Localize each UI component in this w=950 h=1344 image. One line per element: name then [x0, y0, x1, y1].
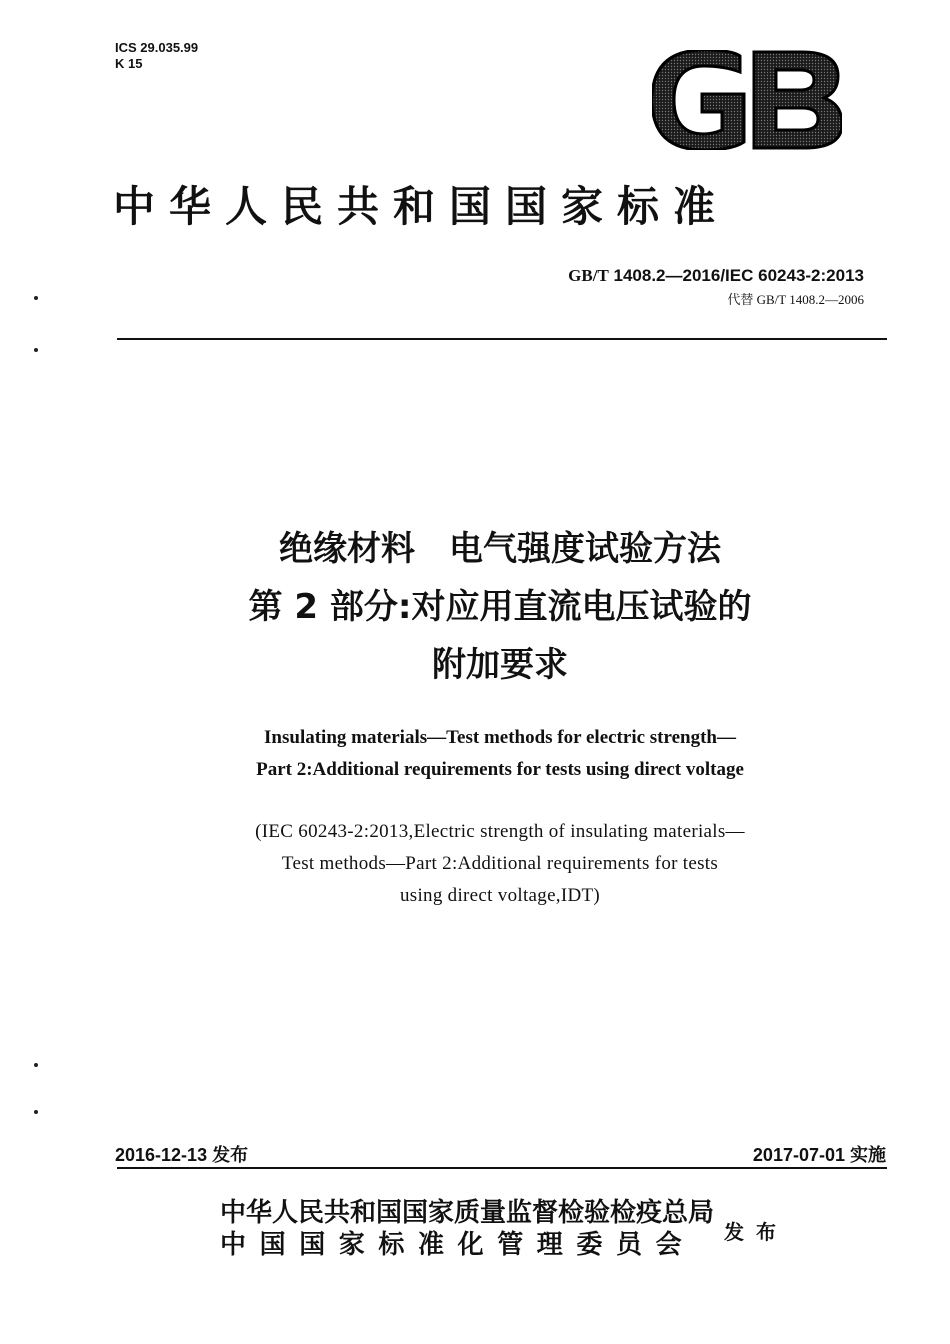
chinese-title-line: 第 2 部分:对应用直流电压试验的 — [248, 587, 752, 627]
implementation-date: 2017-07-01 实施 — [752, 1145, 886, 1165]
publisher-sac: 中国国家标准化管理委员会 — [220, 1230, 696, 1260]
chinese-title — [0, 520, 950, 694]
english-title-line: Insulating materials—Test methods for electric strength— — [264, 727, 736, 748]
replaces-note: 代替 GB/T 1408.2—2006 — [727, 292, 864, 307]
ics-code: ICS 29.035.99 — [115, 40, 199, 55]
iec-reference-line: Test methods—Part 2:Additional requirements for tests — [281, 853, 719, 874]
standard-number — [568, 266, 864, 286]
iec-reference-line: (IEC 60243-2:2013,Electric strength of insulating materials— — [255, 821, 745, 842]
publish-label: 发布 — [724, 1220, 788, 1244]
margin-mark — [34, 348, 38, 352]
standard-prefix: GB/T — [568, 266, 609, 285]
issue-date: 2016-12-13 发布 — [115, 1145, 249, 1165]
bottom-divider — [117, 1167, 887, 1169]
english-title-line: Part 2:Additional requirements for tests using direct voltage — [256, 759, 744, 780]
margin-mark — [34, 296, 38, 300]
publisher-aqsiq: 中华人民共和国国家质量监督检验检疫总局 — [220, 1198, 715, 1228]
english-title — [0, 722, 950, 786]
margin-mark — [34, 1063, 38, 1067]
top-divider — [117, 338, 887, 340]
chinese-title-line: 附加要求 — [432, 645, 568, 685]
gb-logo-icon — [652, 50, 842, 150]
chinese-title-line: 绝缘材料 电气强度试验方法 — [279, 529, 721, 569]
classification-codes — [115, 40, 198, 72]
national-standard-title: 中华人民共和国国家标准 — [113, 182, 730, 231]
iec-reference-line: using direct voltage,IDT) — [399, 885, 601, 906]
margin-mark — [34, 1110, 38, 1114]
iec-reference — [0, 816, 950, 912]
class-code: K 15 — [115, 56, 143, 71]
standard-number-rest: 1408.2—2016/IEC 60243-2:2013 — [608, 266, 864, 285]
